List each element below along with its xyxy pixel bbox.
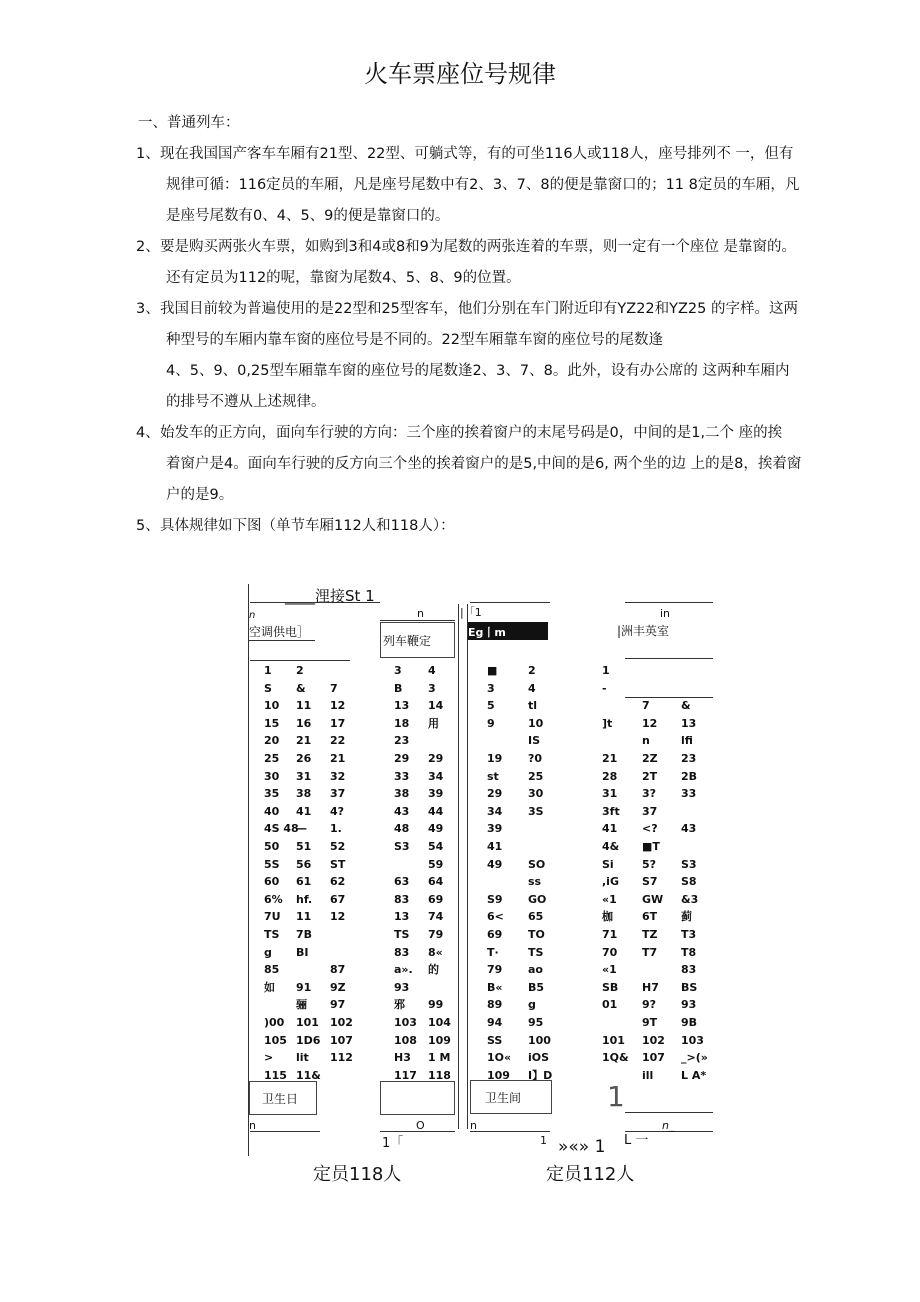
seat-number: 61 xyxy=(296,875,312,889)
seat-number: 11 xyxy=(296,910,312,924)
seat-number: SS xyxy=(487,1033,503,1047)
seat-number: 38 xyxy=(394,787,410,801)
seat-number: 85 xyxy=(264,963,280,977)
mid-divider-b xyxy=(625,658,713,659)
seat-number: tl xyxy=(528,699,538,713)
seat-number: 65 xyxy=(528,910,544,924)
bottom-mid-o: O xyxy=(416,1119,425,1132)
seat-number: a». xyxy=(394,963,413,977)
seat-number: 109 xyxy=(428,1033,451,1047)
top-left-n: n xyxy=(249,610,256,621)
seat-number: 枷 xyxy=(602,910,613,924)
seat-number: BS xyxy=(681,980,698,994)
seat-number: T3 xyxy=(681,928,697,941)
seat-number: 30 xyxy=(264,769,280,783)
seat-number: ■T xyxy=(642,840,660,853)
seat-number: ?0 xyxy=(528,752,543,765)
seat-number: T8 xyxy=(681,945,697,959)
seat-number: 1 xyxy=(602,664,610,677)
seat-number: 69 xyxy=(487,928,503,941)
seat-number: 79 xyxy=(428,928,444,941)
seat-number: 52 xyxy=(330,840,346,853)
seat-number: 60 xyxy=(264,875,280,889)
seat-number: 骊 xyxy=(296,998,307,1012)
seat-number: 6% xyxy=(264,892,283,906)
seat-number: 2 xyxy=(296,664,304,677)
top-right-rule xyxy=(470,602,550,603)
seat-number: 8« xyxy=(428,945,443,959)
seat-number: 100 xyxy=(528,1033,551,1047)
toilet-left-box: 卫生日 xyxy=(249,1081,317,1115)
seat-number: 107 xyxy=(330,1033,353,1047)
seat-number: 62 xyxy=(330,875,346,889)
seat-number: TS xyxy=(394,928,410,941)
seat-number: 56 xyxy=(296,857,312,871)
seat-number: & xyxy=(681,699,691,713)
seat-number: 103 xyxy=(681,1033,704,1047)
seat-number: 2 xyxy=(528,664,536,677)
seat-number: 33 xyxy=(394,769,410,783)
seat-number: 23 xyxy=(394,734,410,748)
seat-number: S xyxy=(264,681,272,695)
seat-number: lit xyxy=(296,1051,309,1065)
seat-number: 蓟 xyxy=(681,910,692,924)
seat-number: 1Q& xyxy=(602,1051,629,1065)
seat-number: 102 xyxy=(642,1033,665,1047)
seat-number: I】D xyxy=(528,1068,553,1082)
seat-number: Si xyxy=(602,857,614,871)
seat-number: 29 xyxy=(428,752,444,765)
seat-number: lfi xyxy=(681,734,693,748)
seat-number: 3ft xyxy=(602,804,620,818)
seat-number: 11& xyxy=(296,1068,321,1082)
seat-number: 49 xyxy=(428,822,444,836)
bottom-mid-n: n xyxy=(470,1119,477,1132)
seat-number: 43 xyxy=(681,822,697,836)
top-mid-label: n xyxy=(417,607,424,620)
seat-number: 34 xyxy=(428,769,444,783)
seat-number: 13 xyxy=(681,716,697,730)
seat-number: 6< xyxy=(487,910,504,924)
seat-number: T7 xyxy=(642,945,658,959)
seat-number: GW xyxy=(642,892,664,906)
seat-number: 41 xyxy=(296,804,312,818)
seat-number: TZ xyxy=(642,928,658,941)
seat-number: 94 xyxy=(487,1016,503,1029)
seat-number: 25 xyxy=(264,752,280,765)
rule-line: 具体规律如下图（单节车厢112人和118人）： xyxy=(160,518,455,534)
seat-number: 9? xyxy=(642,998,657,1012)
seat-number: 26 xyxy=(296,752,312,765)
seat-number: 49 xyxy=(487,857,503,871)
mid-empty-box xyxy=(380,1081,455,1115)
rule-number: 4、 xyxy=(136,425,160,441)
seat-number: ]t xyxy=(602,716,613,730)
seat-number: TS xyxy=(528,945,544,959)
seat-number: 59 xyxy=(428,857,444,871)
seat-number: 9T xyxy=(642,1016,658,1029)
seat-number: SB xyxy=(602,980,619,994)
seat-number: — xyxy=(296,822,307,836)
seat-number: ST xyxy=(330,857,346,871)
seat-number: )00 xyxy=(264,1016,285,1029)
seat-number: 112 xyxy=(330,1051,353,1065)
seat-number: <? xyxy=(642,822,658,836)
bottom-left-n: n xyxy=(249,1119,256,1132)
seat-number: 104 xyxy=(428,1016,451,1029)
seat-number: ss xyxy=(528,875,542,889)
rule-line: 的排号不遵从上述规律。 xyxy=(166,394,326,410)
seat-number: > xyxy=(264,1051,274,1065)
seat-number: 4? xyxy=(330,804,345,818)
top-left-label: ____浬接St 1 xyxy=(285,587,375,605)
seat-number: B xyxy=(394,681,403,695)
seat-number: 28 xyxy=(602,769,618,783)
seat-number: 1 M xyxy=(428,1051,451,1065)
seat-number: L A* xyxy=(681,1068,707,1082)
seat-number: &3 xyxy=(681,892,699,906)
seat-number: 89 xyxy=(487,998,503,1012)
top-right-label-a: |「1 xyxy=(460,606,482,619)
seat-number: 69 xyxy=(428,892,444,906)
rule-line: 始发车的正方向，面向车行驶的方向：三个座的挨着窗户的末尾号码是0，中间的是1,二个 座的挨 xyxy=(160,425,783,441)
seat-number: 10 xyxy=(264,699,280,713)
seat-number: H3 xyxy=(394,1051,411,1065)
seat-number: 4 xyxy=(428,664,436,677)
seat-number: 20 xyxy=(264,734,280,748)
seat-number: ill xyxy=(642,1068,654,1082)
seat-number: 31 xyxy=(296,769,312,783)
seat-number: 5? xyxy=(642,857,657,871)
section-heading: 一、普通列车： xyxy=(138,115,240,131)
seat-number: 1O« xyxy=(487,1051,512,1065)
seat-number: 101 xyxy=(602,1033,625,1047)
seat-number: 70 xyxy=(602,945,618,959)
seat-number: 7 xyxy=(330,681,338,695)
seat-number: 25 xyxy=(528,769,544,783)
seat-number: 2T xyxy=(642,769,658,783)
rule-line: 户的是9。 xyxy=(166,487,234,503)
seat-number: 23 xyxy=(681,752,697,765)
seat-number: 102 xyxy=(330,1016,353,1029)
seat-number: hf. xyxy=(296,892,313,906)
seat-number: BI xyxy=(296,945,309,959)
seat-number: 44 xyxy=(428,804,444,818)
ac-power-label: 空调供电］ xyxy=(249,623,315,641)
seat-number: 9Z xyxy=(330,980,346,994)
seat-number: 108 xyxy=(394,1033,417,1047)
bottom-mark-3: »«» 1 xyxy=(558,1137,606,1157)
seat-number: ao xyxy=(528,963,543,977)
big-one-rule xyxy=(625,1112,713,1113)
seat-number: 3 xyxy=(394,664,402,677)
seat-number: 的 xyxy=(428,963,439,977)
seat-number: 7U xyxy=(264,910,281,924)
seat-number: S9 xyxy=(487,892,503,906)
lower-rule-right xyxy=(470,1131,550,1132)
seat-number: 32 xyxy=(330,769,346,783)
rule-line: 要是购买两张火车票，如购到3和4或8和9为尾数的两张连着的车票，则一定有一个座位 是靠窗的。 xyxy=(160,239,797,255)
seat-number: 37 xyxy=(642,804,658,818)
bottom-mark-4: L 一 xyxy=(624,1133,649,1148)
seat-number: B5 xyxy=(528,980,545,994)
seat-number: 93 xyxy=(394,980,410,994)
rule-number: 5、 xyxy=(136,518,160,534)
seat-number: 3 xyxy=(487,681,495,695)
mid-left-wall xyxy=(458,604,459,1129)
seat-number: 51 xyxy=(296,840,312,853)
capacity-112-label: 定员112人 xyxy=(546,1164,635,1185)
seat-number: 101 xyxy=(296,1016,319,1029)
seat-number: 29 xyxy=(487,787,503,801)
seat-number: 2Z xyxy=(642,752,658,765)
rule-line: 种型号的车厢内靠车窗的座位号是不同的。22型车厢靠车窗的座位号的尾数逢 xyxy=(166,332,663,348)
seat-number: 37 xyxy=(330,787,346,801)
capacity-118-label: 定员118人 xyxy=(313,1164,402,1185)
seat-number: «1 xyxy=(602,963,617,977)
big-one-label: 1 xyxy=(607,1080,625,1113)
seat-number: 4 xyxy=(528,681,536,695)
seat-number: SO xyxy=(528,857,546,871)
seat-number: 71 xyxy=(602,928,618,941)
bottom-right-n: n_ xyxy=(662,1119,675,1132)
mid-right-wall xyxy=(467,604,468,1129)
seat-number: 22 xyxy=(330,734,346,748)
seat-number: GO xyxy=(528,892,547,906)
seat-number: 6T xyxy=(642,910,658,924)
seat-number: 1 xyxy=(264,664,272,677)
seat-number: 如 xyxy=(264,980,275,994)
seat-number: 17 xyxy=(330,716,346,730)
seat-number: g xyxy=(264,945,272,959)
seat-number: 7 xyxy=(642,699,650,713)
seat-number: 105 xyxy=(264,1033,287,1047)
seat-number: - xyxy=(602,681,607,695)
top-far-right-rule xyxy=(625,602,713,603)
rule-line: 规律可循：116定员的车厢，凡是座号尾数中有2、3、7、8的便是靠窗口的；11 8定员的车厢，凡 xyxy=(166,177,800,193)
seat-number: _>(» xyxy=(681,1051,708,1065)
seat-number: 邪 xyxy=(394,998,405,1012)
seat-number: iOS xyxy=(528,1051,550,1065)
seat-number: n xyxy=(642,734,650,748)
left-car-wall xyxy=(248,584,249,1156)
rule-line: 是座号尾数有0、4、5、9的便是靠窗口的。 xyxy=(166,208,450,224)
train-fixture-box: 列车鞭定 xyxy=(380,622,455,658)
seat-number: 35 xyxy=(264,787,280,801)
seat-number: 41 xyxy=(602,822,618,836)
seat-number: 21 xyxy=(602,752,618,765)
seat-number: 63 xyxy=(394,875,410,889)
seat-number: 19 xyxy=(487,752,503,765)
seat-number: 3 xyxy=(428,681,436,695)
seat-number: 12 xyxy=(330,910,346,924)
seat-number: TS xyxy=(264,928,280,941)
seat-number: 30 xyxy=(528,787,544,801)
seat-number: 5S xyxy=(264,857,280,871)
seat-number: 9 xyxy=(487,716,495,730)
seat-number: 33 xyxy=(681,787,697,801)
seat-number: st xyxy=(487,769,499,783)
seat-number: 95 xyxy=(528,1016,544,1029)
seat-number: TO xyxy=(528,928,545,941)
seat-number: 14 xyxy=(428,699,444,713)
rule-line: 我国目前较为普遍使用的是22型和25型客车，他们分别在车门附近印有YZ22和YZ25 的字样。这两 xyxy=(160,301,798,317)
rule-line: 还有定员为112的呢，靠窗为尾数4、5、8、9的位置。 xyxy=(166,270,521,286)
seat-number: 41 xyxy=(487,840,503,853)
seat-number: 83 xyxy=(681,963,697,977)
seat-number: B« xyxy=(487,980,503,994)
bottom-mark-2: 1 xyxy=(540,1134,547,1147)
seat-number: 83 xyxy=(394,945,410,959)
rule-line: 着窗户是4。面向车行驶的反方向三个坐的挨着窗户的是5,中间的是6, 两个坐的边 上的是8，挨着窗 xyxy=(166,456,802,472)
seat-number: 13 xyxy=(394,910,410,924)
seat-number: 48 xyxy=(394,822,410,836)
seat-number: 50 xyxy=(264,840,280,853)
lower-rule-left xyxy=(250,1131,320,1132)
seat-number: 13 xyxy=(394,699,410,713)
seat-number: 29 xyxy=(394,752,410,765)
seat-number: 43 xyxy=(394,804,410,818)
seat-number: 1D6 xyxy=(296,1033,321,1047)
seat-number: 10 xyxy=(528,716,544,730)
rule-number: 3、 xyxy=(136,301,160,317)
seat-number: 67 xyxy=(330,892,346,906)
seat-number: 34 xyxy=(487,804,503,818)
dark-label: Eg丨m xyxy=(468,622,548,640)
seat-number: S7 xyxy=(642,875,658,889)
seat-number: 11 xyxy=(296,699,312,713)
rule-line: 现在我国国产客车车厢有21型、22型、可躺式等，有的可坐116人或118人，座号排列不 一，但有 xyxy=(160,146,794,162)
seat-number: 115 xyxy=(264,1068,287,1082)
seat-number: 64 xyxy=(428,875,444,889)
seat-number: «1 xyxy=(602,892,617,906)
top-right-label-b: in xyxy=(660,607,671,620)
rule-line: 4、5、9、0,25型车厢靠车窗的座位号的尾数逢2、3、7、8。此外，设有办公席的 这两种车厢内 xyxy=(166,363,790,379)
seat-number: 12 xyxy=(642,716,658,730)
seat-number: 97 xyxy=(330,998,346,1012)
seat-number: 107 xyxy=(642,1051,665,1065)
seat-number: 21 xyxy=(296,734,312,748)
seat-number: ,iG xyxy=(602,875,619,889)
seat-number: g xyxy=(528,998,536,1012)
seat-number: 用 xyxy=(428,716,439,730)
seat-number: S3 xyxy=(394,840,410,853)
rule-number: 2、 xyxy=(136,239,160,255)
seat-number: 7B xyxy=(296,928,313,941)
seat-number: 40 xyxy=(264,804,280,818)
seat-number: 118 xyxy=(428,1068,451,1082)
seat-number: ■ xyxy=(487,664,498,677)
bottom-mark-1: 1「 xyxy=(382,1136,404,1151)
seat-number: 31 xyxy=(602,787,618,801)
seat-number: 3S xyxy=(528,804,544,818)
seat-number: 38 xyxy=(296,787,312,801)
mid-divider-c xyxy=(625,697,713,698)
toilet-right-box: 卫生间 xyxy=(470,1080,552,1114)
seat-number: 99 xyxy=(428,998,444,1012)
seat-number: 103 xyxy=(394,1016,417,1029)
seat-number: 83 xyxy=(394,892,410,906)
seat-number: 4S 48 xyxy=(264,822,299,836)
seat-number: S3 xyxy=(681,857,697,871)
mid-divider-a xyxy=(250,660,350,661)
seat-number: T· xyxy=(487,945,499,959)
seat-number: 16 xyxy=(296,716,312,730)
seat-number: 01 xyxy=(602,998,618,1012)
seat-number: 9B xyxy=(681,1016,698,1029)
seat-number: 12 xyxy=(330,699,346,713)
rule-number: 1、 xyxy=(136,146,160,162)
seat-number: IS xyxy=(528,734,541,748)
seat-number: 93 xyxy=(681,998,697,1012)
page-title: 火车票座位号规律 xyxy=(364,60,556,88)
seat-number: 74 xyxy=(428,910,444,924)
seat-number: 91 xyxy=(296,980,312,994)
seat-number: 21 xyxy=(330,752,346,765)
seat-number: 39 xyxy=(487,822,503,836)
seat-number: 1. xyxy=(330,822,342,836)
seat-number: 3? xyxy=(642,787,657,801)
seat-number: & xyxy=(296,681,306,695)
seat-number: 2B xyxy=(681,769,698,783)
seat-number: 4& xyxy=(602,840,620,853)
attendant-room-label: |洲丰英室 xyxy=(617,624,670,638)
seat-number: 39 xyxy=(428,787,444,801)
seat-number: 87 xyxy=(330,963,346,977)
seat-number: S8 xyxy=(681,875,697,889)
seat-number: 109 xyxy=(487,1068,510,1082)
seat-number: 5 xyxy=(487,699,495,713)
seat-number: 117 xyxy=(394,1068,417,1082)
seat-number: 79 xyxy=(487,963,503,977)
seat-number: H7 xyxy=(642,980,659,994)
seat-number: 54 xyxy=(428,840,444,853)
seat-number: 18 xyxy=(394,716,410,730)
seat-number: 15 xyxy=(264,716,280,730)
